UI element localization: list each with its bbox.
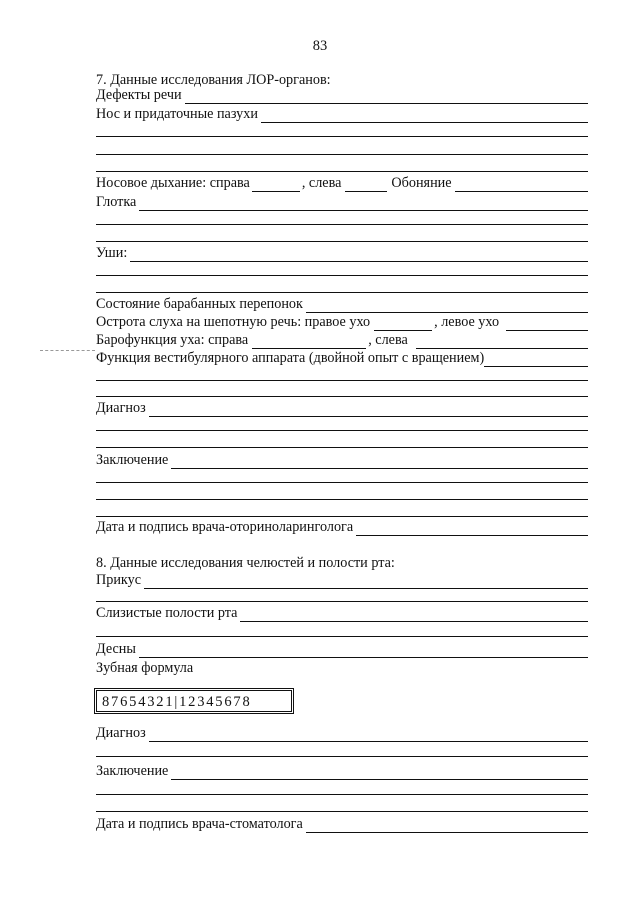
nasal-breathing-left-label: , слева bbox=[301, 175, 342, 191]
vestibular-line-3[interactable] bbox=[96, 396, 588, 397]
pharynx-line-3[interactable] bbox=[96, 241, 588, 242]
vestibular-field[interactable] bbox=[484, 353, 588, 367]
eardrums-row bbox=[96, 295, 588, 313]
ears-field[interactable] bbox=[130, 248, 588, 262]
ears-row bbox=[96, 244, 588, 262]
nose-sinuses-line-4[interactable] bbox=[96, 171, 588, 172]
ears-line-3[interactable] bbox=[96, 292, 588, 293]
ent-conclusion-label: Заключение bbox=[96, 452, 169, 468]
speech-defects-row bbox=[96, 86, 588, 104]
whisper-right-field[interactable] bbox=[374, 317, 432, 331]
bite-field[interactable] bbox=[144, 575, 588, 589]
nose-sinuses-label: Нос и придаточные пазухи bbox=[96, 106, 258, 122]
mucosa-line-2[interactable] bbox=[96, 636, 588, 637]
mucosa-row bbox=[96, 604, 588, 622]
pharynx-row bbox=[96, 193, 588, 211]
barofunction-left-label: , слева bbox=[368, 332, 408, 348]
scan-artifact bbox=[40, 350, 95, 351]
gums-field[interactable] bbox=[139, 644, 588, 658]
nasal-breathing-right-field[interactable] bbox=[252, 178, 300, 192]
ent-signature-row bbox=[96, 518, 588, 536]
barofunction-row bbox=[96, 331, 588, 349]
ent-conclusion-line-4[interactable] bbox=[96, 516, 588, 517]
barofunction-left-field[interactable] bbox=[416, 335, 588, 349]
smell-field[interactable] bbox=[455, 178, 588, 192]
ent-diagnosis-field[interactable] bbox=[149, 403, 588, 417]
barofunction-right-field[interactable] bbox=[252, 335, 366, 349]
dental-formula-label: Зубная формула bbox=[96, 660, 194, 676]
eardrums-field[interactable] bbox=[306, 299, 588, 313]
nose-sinuses-field[interactable] bbox=[261, 109, 588, 123]
smell-label: Обоняние bbox=[391, 175, 452, 191]
pharynx-line-2[interactable] bbox=[96, 224, 588, 225]
dental-signature-row bbox=[96, 815, 588, 833]
dental-conclusion-label: Заключение bbox=[96, 763, 169, 779]
whisper-left-field[interactable] bbox=[506, 317, 588, 331]
mucosa-field[interactable] bbox=[240, 608, 588, 622]
dental-section-heading: 8. Данные исследования челюстей и полости рта: bbox=[96, 555, 395, 571]
vestibular-row bbox=[96, 349, 588, 367]
dental-signature-field[interactable] bbox=[306, 819, 588, 833]
dental-signature-label: Дата и подпись врача-стоматолога bbox=[96, 816, 303, 832]
dental-diagnosis-field[interactable] bbox=[149, 728, 588, 742]
vestibular-line-2[interactable] bbox=[96, 380, 588, 381]
nasal-breathing-row bbox=[96, 174, 588, 192]
nose-sinuses-row bbox=[96, 105, 588, 123]
speech-defects-field[interactable] bbox=[185, 90, 588, 104]
whisper-hearing-row bbox=[96, 313, 588, 331]
ent-diagnosis-row bbox=[96, 399, 588, 417]
ent-conclusion-line-2[interactable] bbox=[96, 482, 588, 483]
barofunction-label: Барофункция уха: справа bbox=[96, 332, 249, 348]
dental-diagnosis-row bbox=[96, 724, 588, 742]
dental-conclusion-line-2[interactable] bbox=[96, 794, 588, 795]
eardrums-label: Состояние барабанных перепонок bbox=[96, 296, 303, 312]
ent-conclusion-field[interactable] bbox=[171, 455, 588, 469]
ears-label: Уши: bbox=[96, 245, 128, 261]
ent-conclusion-row bbox=[96, 451, 588, 469]
dental-conclusion-field[interactable] bbox=[171, 766, 588, 780]
dental-formula-box: 87654321|12345678 bbox=[96, 690, 292, 712]
nasal-breathing-label: Носовое дыхание: справа bbox=[96, 175, 250, 191]
nose-sinuses-line-2[interactable] bbox=[96, 136, 588, 137]
whisper-hearing-label: Острота слуха на шепотную речь: правое ухо bbox=[96, 314, 371, 330]
gums-label: Десны bbox=[96, 641, 136, 657]
whisper-left-label: , левое ухо bbox=[434, 314, 500, 330]
bite-label: Прикус bbox=[96, 572, 142, 588]
vestibular-label: Функция вестибулярного аппарата (двойной опыт с вращением) bbox=[96, 350, 485, 366]
dental-conclusion-line-3[interactable] bbox=[96, 811, 588, 812]
bite-row bbox=[96, 571, 588, 589]
dental-conclusion-row bbox=[96, 762, 588, 780]
mucosa-label: Слизистые полости рта bbox=[96, 605, 238, 621]
speech-defects-label: Дефекты речи bbox=[96, 87, 182, 103]
dental-diagnosis-label: Диагноз bbox=[96, 725, 146, 741]
page-number: 83 bbox=[312, 38, 328, 54]
ent-signature-label: Дата и подпись врача-оториноларинголога bbox=[96, 519, 354, 535]
dental-diagnosis-line-2[interactable] bbox=[96, 756, 588, 757]
ent-section-heading: 7. Данные исследования ЛОР-органов: bbox=[96, 72, 331, 88]
pharynx-label: Глотка bbox=[96, 194, 137, 210]
pharynx-field[interactable] bbox=[139, 197, 588, 211]
bite-line-2[interactable] bbox=[96, 601, 588, 602]
ent-diagnosis-line-3[interactable] bbox=[96, 447, 588, 448]
ent-diagnosis-label: Диагноз bbox=[96, 400, 146, 416]
ent-conclusion-line-3[interactable] bbox=[96, 499, 588, 500]
ears-line-2[interactable] bbox=[96, 275, 588, 276]
nose-sinuses-line-3[interactable] bbox=[96, 154, 588, 155]
ent-signature-field[interactable] bbox=[356, 522, 588, 536]
gums-row bbox=[96, 640, 588, 658]
nasal-breathing-left-field[interactable] bbox=[345, 178, 387, 192]
ent-diagnosis-line-2[interactable] bbox=[96, 430, 588, 431]
